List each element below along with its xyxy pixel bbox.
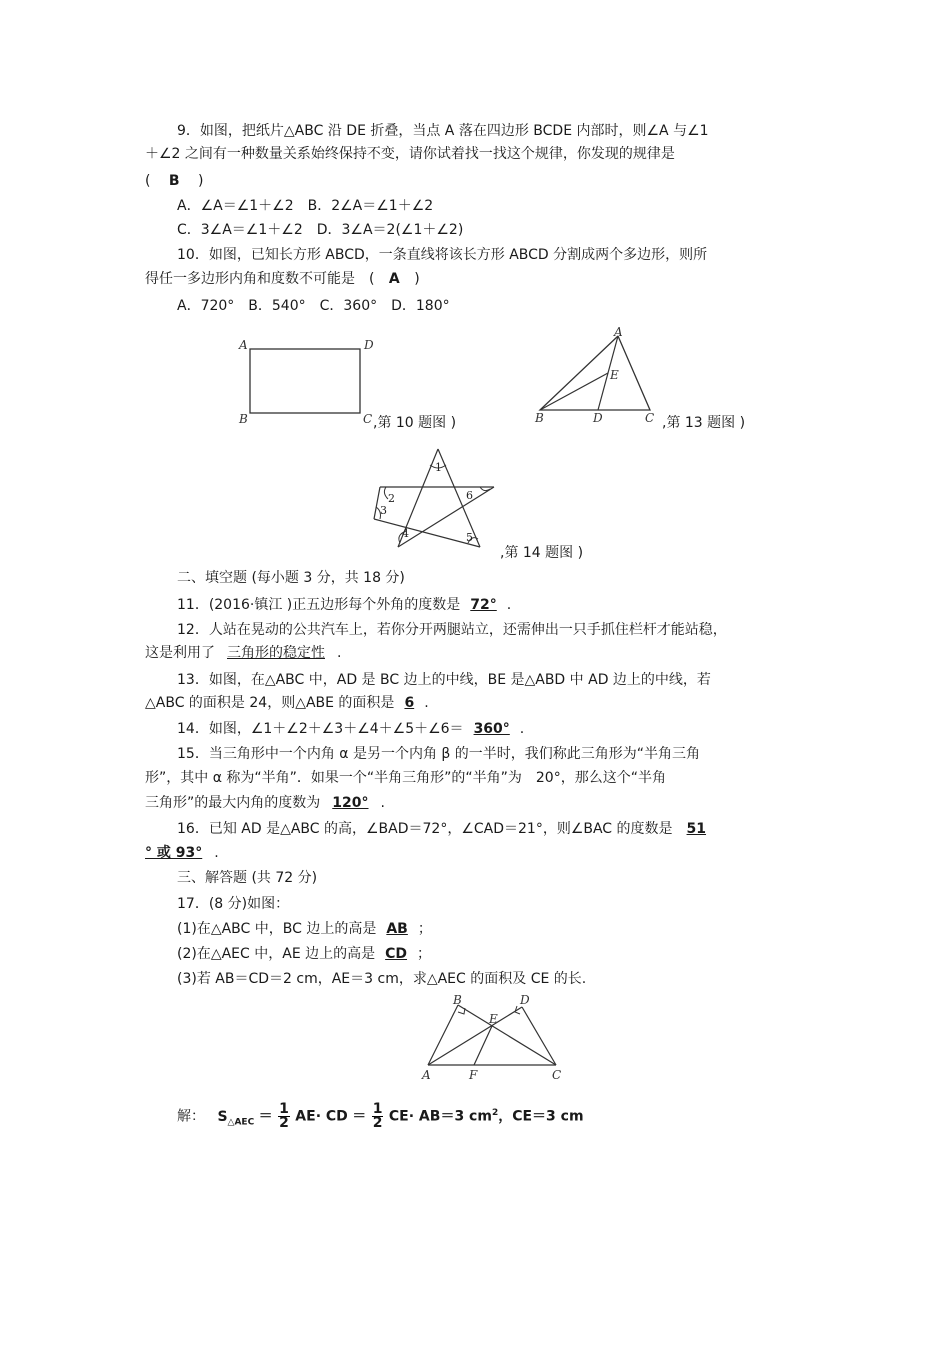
star-angle-1: 1 — [435, 461, 442, 474]
fig13-caption: ,第 13 题图 ) — [662, 415, 746, 431]
q17-p1-answer: AB — [386, 921, 408, 937]
solution-term-1: AE· CD — [295, 1108, 348, 1125]
frac2-top: 1 — [372, 1101, 383, 1118]
q10-line2-post: ) — [409, 271, 420, 287]
fig17-label-e: E — [489, 1012, 498, 1026]
q11-line — [177, 595, 511, 615]
solution-eq-2: ＝ — [352, 1108, 367, 1125]
q9-line1: 9．如图，把纸片△ABC 沿 DE 折叠，当点 A 落在四边形 BCDE 内部时，则∠A 与∠1 — [177, 123, 709, 139]
fig17-label-f: F — [469, 1068, 478, 1082]
q14-pre: 14．如图，∠1＋∠2＋∠3＋∠4＋∠5＋∠6＝ — [177, 721, 464, 737]
q10-options: A．720° B．540° C．360° D．180° — [177, 298, 450, 314]
segment-dc — [522, 1007, 556, 1065]
rect-label-c: C — [363, 412, 373, 426]
tri-label-d: D — [593, 411, 603, 425]
q9-ans-open: ( — [145, 173, 155, 189]
solution-s-sub: △AEC — [227, 1117, 255, 1128]
q12-post: . — [337, 645, 342, 661]
q15-line3 — [145, 793, 385, 813]
section-2-heading: 二、填空题 (每小题 3 分，共 18 分) — [177, 570, 405, 586]
star-angle-6: 6 — [466, 489, 473, 502]
star-angle-4: 4 — [402, 527, 409, 540]
star-angle-3: 3 — [380, 504, 387, 517]
frac1-top: 1 — [279, 1101, 289, 1118]
q16-post: . — [214, 845, 219, 861]
q11-post: . — [506, 597, 512, 613]
solution-label: 解： — [177, 1108, 205, 1125]
q17-p2-answer: CD — [385, 946, 408, 962]
q15-line2: 形”，其中 α 称为“半角”．如果一个“半角三角形”的“半角”为 20°，那么这个“半角 — [145, 770, 666, 786]
figure-13 — [530, 326, 660, 426]
q10-line2 — [145, 269, 420, 289]
figure-14 — [368, 447, 498, 553]
rect-label-b: B — [239, 412, 248, 426]
q17-part2 — [177, 944, 431, 964]
rect-label-d: D — [364, 338, 374, 352]
frac2-bot: 2 — [372, 1115, 383, 1132]
q10-answer: A — [388, 271, 400, 287]
q9-answer-line — [145, 171, 204, 191]
tri-label-b: B — [535, 411, 544, 425]
q13-line2 — [145, 693, 429, 713]
tri-label-a: A — [614, 326, 623, 339]
q16-pre: 16．已知 AD 是△ABC 的高，∠BAD＝72°，∠CAD＝21°，则∠BAC 的度数是 — [177, 821, 673, 837]
q12-line1: 12．人站在晃动的公共汽车上，若你分开两腿站立，还需伸出一只手抓住栏杆才能站稳， — [177, 622, 727, 638]
fraction-half-2 — [372, 1103, 384, 1130]
solution-s: S — [217, 1108, 228, 1125]
fig17-label-d: D — [520, 993, 530, 1007]
fig17-label-b: B — [453, 993, 462, 1007]
q15-answer: 120° — [332, 795, 369, 811]
segment-ef — [474, 1026, 492, 1065]
fig10-caption: ,第 10 题图 ) — [373, 415, 457, 431]
section-3-heading: 三、解答题 (共 72 分) — [177, 870, 318, 886]
q13-post: . — [424, 695, 429, 711]
q17-part1 — [177, 919, 432, 939]
rectangle-abcd — [250, 349, 360, 413]
q13-answer: 6 — [404, 695, 415, 711]
solution-tail: ，CE＝3 cm — [498, 1108, 584, 1125]
q9-answer: B — [168, 173, 180, 189]
solution-sup: 2 — [491, 1108, 499, 1118]
segment-bc — [458, 1005, 556, 1065]
q15-post: . — [380, 795, 385, 811]
q14-answer: 360° — [473, 721, 510, 737]
star-line-2 — [438, 449, 480, 547]
q13-line1: 13．如图，在△ABC 中，AD 是 BC 边上的中线，BE 是△ABD 中 AD 边上的中线，若 — [177, 672, 711, 688]
q9-options-1: A．∠A＝∠1＋∠2 B．2∠A＝∠1＋∠2 — [177, 198, 434, 214]
triangle-abc — [540, 336, 650, 410]
q12-answer: 三角形的稳定性 — [227, 645, 325, 661]
q15-line1: 15．当三角形中一个内角 α 是另一个内角 β 的一半时，我们称此三角形为“半角三角 — [177, 746, 701, 762]
q17-head: 17．(8 分)如图： — [177, 896, 290, 912]
star-line-4 — [374, 519, 480, 547]
star-angle-2: 2 — [388, 492, 395, 505]
q17-p1-pre: (1)在△ABC 中，BC 边上的高是 — [177, 921, 377, 937]
q10-line2-pre: 得任一多边形内角和度数不可能是 ( — [145, 271, 379, 287]
q10-line1: 10．如图，已知长方形 ABCD，一条直线将该长方形 ABCD 分割成两个多边形，则所 — [177, 247, 708, 263]
solution-eq-1: ＝ — [258, 1108, 273, 1125]
q17-solution — [177, 1098, 584, 1137]
q17-p2-post: ； — [417, 946, 432, 962]
q12-line2 — [145, 643, 341, 663]
q13-pre: △ABC 的面积是 24，则△ABE 的面积是 — [145, 695, 395, 711]
q16-line1 — [177, 819, 706, 839]
frac1-bot: 2 — [279, 1115, 289, 1132]
q9-options-2: C．3∠A＝∠1＋∠2 D．3∠A＝2(∠1＋∠2) — [177, 222, 464, 238]
q16-answer-a: 51 — [686, 821, 707, 837]
q16-line2 — [145, 843, 219, 863]
q11-pre: 11．(2016·镇江 )正五边形每个外角的度数是 — [177, 597, 461, 613]
solution-term-2: CE· AB＝3 cm — [388, 1108, 492, 1125]
q17-part3: (3)若 AB＝CD＝2 cm，AE＝3 cm，求△AEC 的面积及 CE 的长. — [177, 971, 587, 987]
q17-p1-post: ； — [417, 921, 432, 937]
fig17-label-a: A — [422, 1068, 431, 1082]
q14-post: . — [519, 721, 525, 737]
fig14-caption: ,第 14 题图 ) — [500, 545, 584, 561]
q14-line — [177, 719, 524, 739]
q11-answer: 72° — [470, 597, 497, 613]
tri-label-c: C — [645, 411, 655, 425]
q17-p2-pre: (2)在△AEC 中，AE 边上的高是 — [177, 946, 376, 962]
q9-ans-close: ) — [193, 173, 204, 189]
q16-answer-b: ° 或 93° — [145, 845, 203, 861]
rect-label-a: A — [239, 338, 248, 352]
tri-label-e: E — [610, 368, 619, 382]
q15-pre: 三角形”的最大内角的度数为 — [145, 795, 321, 811]
figure-10 — [236, 336, 378, 430]
q9-line2: ＋∠2 之间有一种数量关系始终保持不变，请你试着找一找这个规律，你发现的规律是 — [145, 146, 675, 162]
fig17-label-c: C — [552, 1068, 562, 1082]
q12-pre: 这是利用了 — [145, 645, 215, 661]
fraction-half-1 — [278, 1103, 290, 1130]
figure-17 — [416, 993, 566, 1085]
star-angle-5: 5 — [466, 531, 473, 544]
